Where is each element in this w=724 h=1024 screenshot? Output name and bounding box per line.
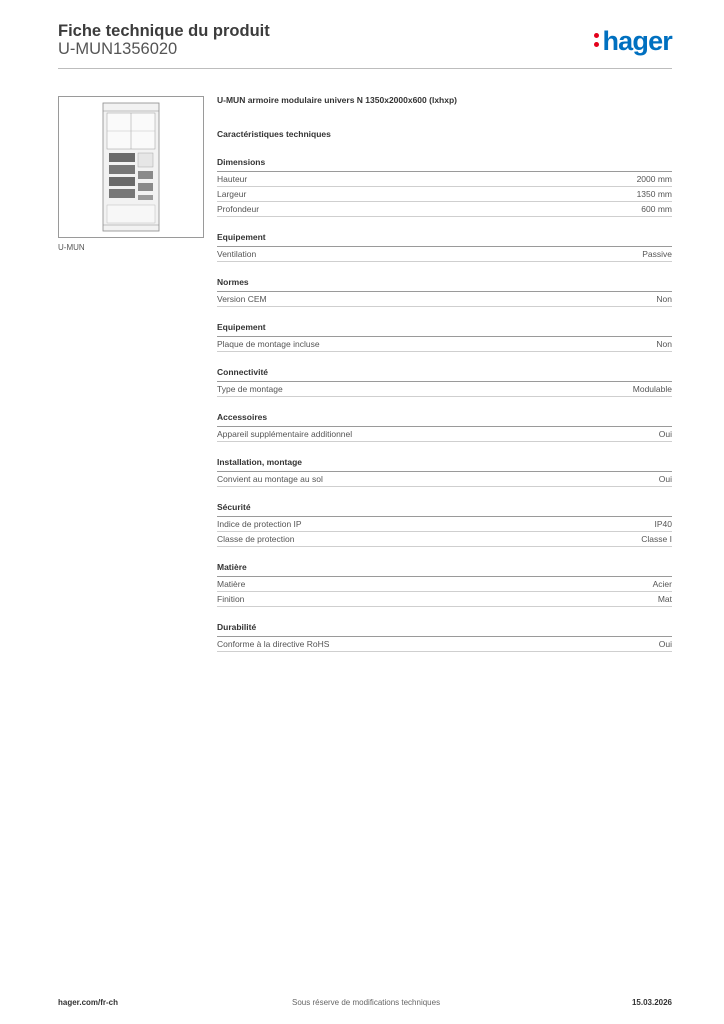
spec-group-title: Sécurité (217, 494, 672, 517)
spec-group-title: Durabilité (217, 614, 672, 637)
spec-row (217, 472, 672, 487)
spec-label: Classe de protection (217, 534, 295, 544)
spec-row (217, 292, 672, 307)
spec-row (217, 592, 672, 607)
footer-website-link[interactable]: hager.com/fr-ch (58, 998, 119, 1007)
spec-group-title: Connectivité (217, 359, 672, 382)
spec-group-title: Dimensions (217, 149, 672, 172)
document-header (58, 20, 672, 69)
spec-row (217, 172, 672, 187)
document-title: Fiche technique du produit (58, 22, 270, 40)
spec-label: Largeur (217, 189, 247, 199)
spec-label: Profondeur (217, 204, 260, 214)
spec-groups (217, 149, 672, 652)
spec-group (217, 554, 672, 607)
spec-label: Convient au montage au sol (217, 474, 323, 484)
spec-value: Mat (657, 594, 672, 604)
spec-label: Appareil supplémentaire additionnel (217, 429, 353, 439)
logo-mark-icon (594, 32, 601, 50)
spec-value: Oui (658, 429, 672, 439)
spec-row (217, 247, 672, 262)
spec-row (217, 637, 672, 652)
specifications (217, 95, 672, 659)
product-reference: U-MUN1356020 (58, 40, 178, 58)
spec-label: Hauteur (217, 174, 248, 184)
spec-group (217, 224, 672, 262)
spec-group (217, 314, 672, 352)
spec-value: Oui (658, 639, 672, 649)
spec-group (217, 149, 672, 217)
spec-value: IP40 (654, 519, 672, 529)
product-image-caption: U-MUN (58, 243, 85, 252)
spec-label: Finition (217, 594, 245, 604)
spec-value: Oui (658, 474, 672, 484)
cabinet-illustration-icon (59, 97, 203, 237)
spec-value: Passive (642, 249, 672, 259)
footer-disclaimer: Sous réserve de modifications techniques (292, 998, 441, 1007)
footer-date: 15.03.2026 (631, 998, 672, 1007)
product-image (58, 96, 204, 238)
spec-label: Conforme à la directive RoHS (217, 639, 330, 649)
spec-row (217, 202, 672, 217)
hager-logo (594, 26, 672, 56)
spec-group (217, 449, 672, 487)
spec-row (217, 427, 672, 442)
spec-row (217, 517, 672, 532)
spec-group (217, 269, 672, 307)
spec-label: Plaque de montage incluse (217, 339, 320, 349)
section-title: Caractéristiques techniques (217, 129, 331, 139)
spec-label: Indice de protection IP (217, 519, 302, 529)
spec-group (217, 614, 672, 652)
spec-value: Non (656, 339, 672, 349)
spec-value: Non (656, 294, 672, 304)
spec-group-title: Normes (217, 269, 672, 292)
spec-row (217, 532, 672, 547)
spec-row (217, 577, 672, 592)
spec-value: Acier (652, 579, 672, 589)
spec-value: 1350 mm (636, 189, 672, 199)
spec-group-title: Accessoires (217, 404, 672, 427)
spec-group (217, 494, 672, 547)
spec-row (217, 382, 672, 397)
spec-value: Classe I (641, 534, 672, 544)
spec-label: Type de montage (217, 384, 283, 394)
spec-row (217, 187, 672, 202)
spec-group-title: Matière (217, 554, 672, 577)
spec-group-title: Installation, montage (217, 449, 672, 472)
logo-text: hager (602, 26, 672, 56)
spec-value: 2000 mm (636, 174, 672, 184)
spec-label: Matière (217, 579, 246, 589)
spec-label: Version CEM (217, 294, 267, 304)
spec-row (217, 337, 672, 352)
spec-group-title: Equipement (217, 224, 672, 247)
spec-value: 600 mm (641, 204, 672, 214)
spec-group (217, 404, 672, 442)
spec-value: Modulable (632, 384, 672, 394)
spec-group-title: Equipement (217, 314, 672, 337)
spec-label: Ventilation (217, 249, 257, 259)
spec-group (217, 359, 672, 397)
product-name: U-MUN armoire modulaire univers N 1350x2000x600 (lxhxp) (217, 95, 457, 105)
